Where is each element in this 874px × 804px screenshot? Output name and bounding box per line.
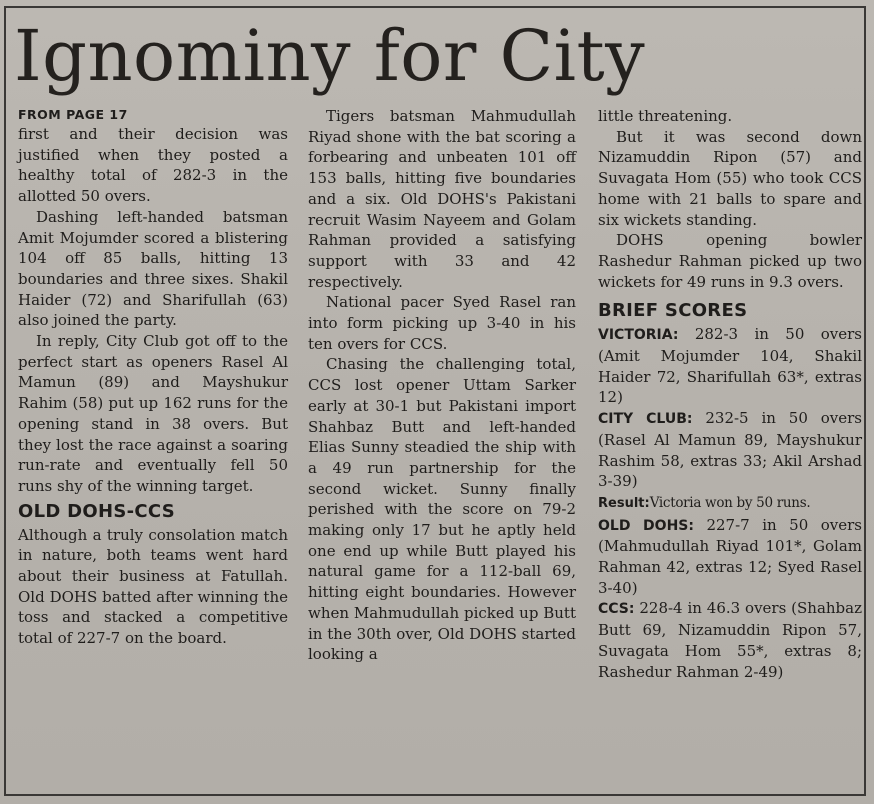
result-line [598,492,862,515]
team-name: CITY CLUB: [598,411,693,428]
result-label: Result: [598,495,650,511]
paragraph: DOHS opening bowler Rashedur Rahman picked up two wickets for 49 runs in 9.3 overs. [598,231,862,291]
paragraph: first and their decision was justified when they posted a healthy total of 282-3 in the allotted 50 overs. [18,125,288,206]
score-line-city-club [598,408,862,492]
paragraph: But it was second down Nizamuddin Ripon (57) and Suvagata Hom (55) who took CCS home with 21 balls to spare and six wickets standing. [598,127,862,229]
score-line-victoria [598,324,862,408]
paragraph: In reply, City Club got off to the perfect start as openers Rasel Al Mamun (89) and Mayshukur Rahim (58) put up 162 runs for the opening stand in 38 overs. But they lost the race against a soaring run-rate and eventually fell 50 runs shy of the winning target. [18,332,288,495]
jump-line: FROM PAGE 17 [18,107,128,122]
score-detail: 228-4 in 46.3 overs (Shahbaz Butt 69, Nizamuddin Ripon 57, Suvagata Hom 55*, extras 8; Rashedur Rahman 2-49) [598,599,862,681]
paragraph: Although a truly consolation match in nature, both teams went hard about their business at Fatullah. Old DOHS batted after winning the toss and stacked a competitive total of 227-7 on the board. [18,525,288,648]
right-border-rule [864,6,866,796]
result-text: Victoria won by 50 runs. [649,494,811,511]
article-column-1 [18,106,288,649]
paragraph: Chasing the challenging total, CCS lost opener Uttam Sarker early at 30-1 but Pakistani import Shahbaz Butt and left-handed Elias Sunny steadied the ship with a 49 run partnership for the second wicket. Sunny finally perished with the score on 79-2 making only 17 but he aptly held one end up while Butt played his natural game for a 112-ball 69, hitting eight boundaries. However when Mahmudullah picked up Butt in the 30th over, Old DOHS started looking a [308,355,576,664]
paragraph: Dashing left-handed batsman Amit Mojumder scored a blistering 104 off 85 balls, hitting 13 boundaries and three sixes. Shakil Haider (72) and Sharifullah (63) also joined the party. [18,207,288,330]
headline: Ignominy for City [14,15,646,97]
brief-scores-heading: BRIEF SCORES [598,300,748,322]
team-name: OLD DOHS: [598,517,694,534]
score-line-old-dohs [598,515,862,599]
left-border-rule [4,6,6,796]
article-column-3 [598,106,862,682]
score-detail: 282-3 in 50 overs (Amit Mojumder 104, Shakil Haider 72, Sharifullah 63*, extras 12) [598,325,862,407]
top-border-rule [4,6,866,8]
score-line-ccs [598,598,862,682]
team-name: VICTORIA: [598,327,679,344]
subheading: OLD DOHS-CCS [18,500,176,522]
article-column-2 [308,106,576,665]
paragraph: Tigers batsman Mahmudullah Riyad shone with the bat scoring a forbearing and unbeaten 101 off 153 balls, hitting five boundaries and a six. Old DOHS's Pakistani recruit Wasim Nayeem and Golam Rahman provided a satisfying support with 33 and 42 respectively. [308,107,576,291]
team-name: CCS: [598,601,635,618]
paragraph: little threatening. [598,107,733,125]
score-detail: 232-5 in 50 overs (Rasel Al Mamun 89, Mayshukur Rashim 58, extras 33; Akil Arshad 3-39) [598,409,862,491]
score-detail: 227-7 in 50 overs (Mahmudullah Riyad 101*, Golam Rahman 42, extras 12; Syed Rasel 3-40) [598,515,862,597]
paragraph: National pacer Syed Rasel ran into form picking up 3-40 in his ten overs for CCS. [308,293,576,353]
bottom-border-rule [4,794,866,796]
